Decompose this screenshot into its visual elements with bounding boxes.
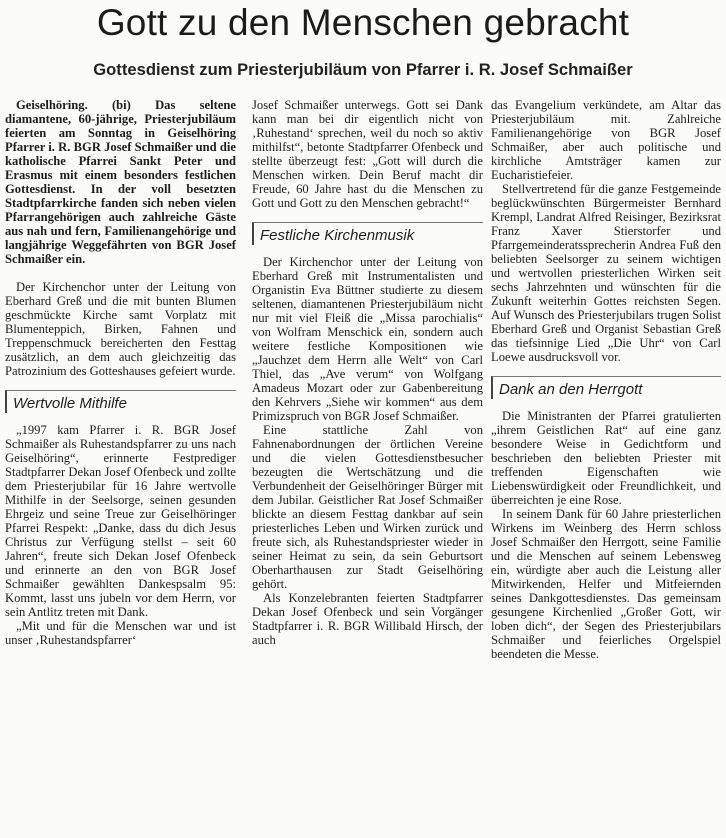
column-1 — [5, 98, 236, 647]
paragraph: „Mit und für die Menschen war und ist unser ‚Ruhestandspfarrer‘ — [5, 619, 236, 647]
section-heading-festliche-kirchenmusik: Festliche Kirchenmusik — [252, 222, 483, 245]
paragraph: „1997 kam Pfarrer i. R. BGR Josef Schmaißer als Ruhestandspfarrer zu uns nach Geiselhöring“, erinnerte Festprediger Stadtpfarrer Dekan Josef Ofenbeck und zollte dem Priesterjubilar für 16 Jahre wertvolle Mithilfe in der Seelsorge, seinen gesunden Ehrgeiz und seine Treue zur Geiselhöringer Pfarrei Respekt: „Danke, dass du dich Jesus Christus zur Verfügung stellst – seit 60 Jahren“, freute sich Dekan Josef Ofenbeck und erinnerte an den von BGR Josef Schmaißer gewählten Dankespsalm 95: Kommt, lasst uns jubeln vor dem Herrn, vor sein Antlitz treten mit Dank. — [5, 423, 236, 619]
paragraph: Der Kirchenchor unter der Leitung von Eberhard Greß und die mit bunten Blumen geschmückte Kirche samt Vorplatz mit Blumenteppich, Birken, Fahnen und Treppenschmuck bereicherten den Festtag zusätzlich, an dem auch gleichzeitig das Patrozinium des Gotteshauses gefeiert wurde. — [5, 280, 236, 378]
paragraph: Als Konzelebranten feierten Stadtpfarrer Dekan Josef Ofenbeck und sein Vorgänger Stadtpfarrer i. R. BGR Willibald Hirsch, der auch — [252, 591, 483, 647]
section-heading-wertvolle-mithilfe: Wertvolle Mithilfe — [5, 390, 236, 413]
column-3 — [491, 98, 721, 661]
paragraph: In seinem Dank für 60 Jahre priesterlichen Wirkens im Weinberg des Herrn schloss Josef Schmaißer den Herrgott, seine Familie und die Menschen auf seinem Lebensweg ein, würdigte aber auch die Leistung aller Mitwirkenden, Helfer und Mitfeiernden seines Dankgottesdienstes. Das gemeinsam gesungene Kirchenlied „Großer Gott, wir loben dich“, der Segen des Priesterjubilars Schmaißer und feierliches Orgelspiel beendeten die Messe. — [491, 507, 721, 661]
article-subheadline: Gottesdienst zum Priesterjubiläum von Pfarrer i. R. Josef Schmaißer — [93, 60, 633, 79]
paragraph: das Evangelium verkündete, am Altar das Priesterjubiläum mit. Zahlreiche Familienangehörige von BGR Josef Schmaißer, aber auch politische und kirchliche Amtsträger kamen zur Eucharistiefeier. — [491, 98, 721, 182]
paragraph: Stellvertretend für die ganze Festgemeinde beglückwünschten Bürgermeister Bernhard Krempl, Landrat Alfred Reisinger, Bezirksrat Franz Xaver Stierstorfer und Pfarrgemeinderatssprecherin Andrea Fuß den beliebten Seelsorger zu seinem wichtigen und wertvollen priesterlichen Wirken seit sechs Jahrzehnten und wünschten für die Zukunft weiterhin Gottes reichsten Segen. Auf Wunsch des Priesterjubilars trugen Solist Eberhard Greß und Organist Sebastian Greß das tiefsinnige Lied „Die Uhr“ von Carl Loewe ausdrucksvoll vor. — [491, 182, 721, 364]
paragraph: Josef Schmaißer unterwegs. Gott sei Dank kann man bei dir eigentlich nicht von ‚Ruhestand‘ sprechen, weil du noch so aktiv mithilfst“, betonte Stadtpfarrer Ofenbeck und stellte überzeugt fest: „Gott will durch die Menschen wirken. Dein Beruf macht dir Freude, 60 Jahre hast du die Menschen zu Gott und Gott zu den Menschen gebracht!“ — [252, 98, 483, 210]
lead-paragraph: Geiselhöring. (bi) Das seltene diamantene, 60-jährige, Priesterjubiläum feierten am Sonntag in Geiselhöring Pfarrer i. R. BGR Josef Schmaißer und die katholische Pfarrei Sankt Peter und Erasmus mit einem besonders festlichen Gottesdienst. In der voll besetzten Stadtpfarrkirche fanden sich neben vielen Pfarrangehörigen auch zahlreiche Gäste aus nah und fern, Familienangehörige und langjährige Weggefährten von BGR Josef Schmaißer ein. — [5, 98, 236, 266]
paragraph: Eine stattliche Zahl von Fahnenabordnungen der örtlichen Vereine und die vielen Gottesdienstbesucher bezeugten die Wertschätzung und die Verbundenheit der Geiselhöringer Bürger mit dem Jubilar. Geistlicher Rat Josef Schmaißer blickte an diesem Festtag dankbar auf sein priesterliches Leben und Wirken zurück und freute sich, als Ruhestandspriester wieder in seiner Heimat zu sein, da sein Geburtsort Oberharthausen zur Stadt Geiselhöring gehört. — [252, 423, 483, 591]
paragraph: Die Ministranten der Pfarrei gratulierten „ihrem Geistlichen Rat“ auf eine ganz besondere Weise in Gedichtform und beschrieben den beliebten Priester mit treffenden Eigenschaften wie Liebenswürdigkeit oder Freundlichkeit, und überreichten je eine Rose. — [491, 409, 721, 507]
article-headline: Gott zu den Menschen gebracht — [96, 2, 630, 43]
section-heading-dank-an-den-herrgott: Dank an den Herrgott — [491, 376, 721, 399]
column-2 — [252, 98, 483, 647]
paragraph: Der Kirchenchor unter der Leitung von Eberhard Greß mit Instrumentalisten und Organistin Eva Büttner studierte zu diesem seltenen, diamantenen Priesterjubiläum nicht nur mit viel Fleiß die „Missa parochialis“ von Wolfram Menschick ein, sondern auch weitere festliche Kompositionen wie „Jauchzet dem Herrn alle Welt“ von Carl Thiel, das „Ave verum“ von Wolfgang Amadeus Mozart oder zur Gabenbereitung den Kehrvers „Siehe wir kommen“ aus dem Primizspruch von BGR Josef Schmaißer. — [252, 255, 483, 423]
